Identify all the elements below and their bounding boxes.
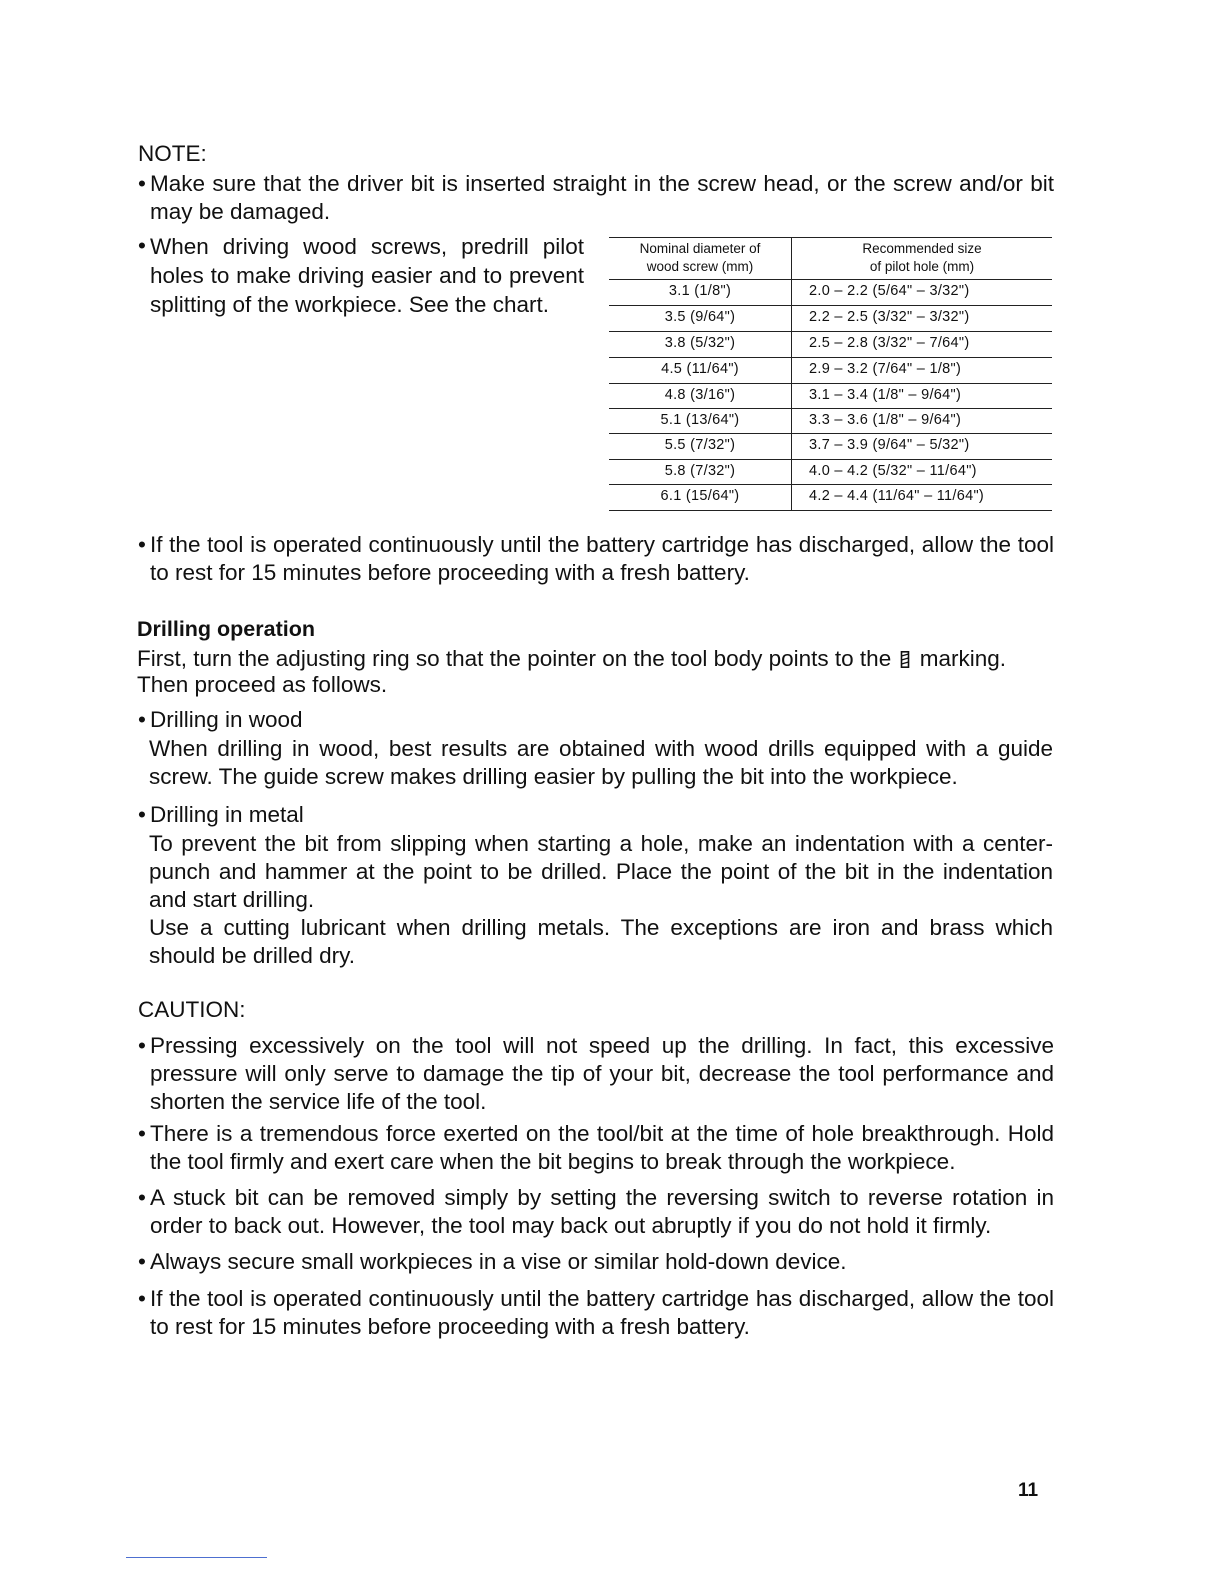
table-cell-screw: 5.1 (13/64") <box>660 412 740 428</box>
table-cell-hole: 4.2 – 4.4 (11/64" – 11/64") <box>809 488 985 504</box>
drilling-metal-text-1: To prevent the bit from slipping when starting a hole, make an indentation with a center-punch and hammer at the point to be drilled. Place the point of the bit in the indentation and start drilling. <box>149 831 1053 912</box>
table-header-line: of pilot hole (mm) <box>869 259 975 274</box>
drilling-wood-item <box>138 706 1054 734</box>
table-cell-screw: 4.8 (3/16") <box>664 387 736 403</box>
table-row <box>609 459 1052 486</box>
bullet-dot-icon: • <box>138 1249 146 1274</box>
table-row <box>609 331 1052 358</box>
table-row <box>609 357 1052 384</box>
table-cell-screw: 4.5 (11/64") <box>661 361 739 377</box>
table-row <box>609 484 1052 511</box>
table-cell-hole: 2.5 – 2.8 (3/32" – 7/64") <box>809 335 970 351</box>
page-number: 11 <box>1018 1480 1039 1501</box>
table-row <box>609 279 1052 306</box>
drilling-wood-text: When drilling in wood, best results are obtained with wood drills equipped with a guide screw. The guide screw makes drilling easier by pulling the bit into the workpiece. <box>149 736 1053 789</box>
table-row <box>609 408 1052 435</box>
table-header-line: wood screw (mm) <box>646 259 754 274</box>
table-cell-screw: 3.8 (5/32") <box>664 335 736 351</box>
caution-bullet-3 <box>138 1184 1054 1240</box>
table-cell-hole: 3.1 – 3.4 (1/8" – 9/64") <box>809 387 962 403</box>
table-cell-hole: 4.0 – 4.2 (5/32" – 11/64") <box>809 463 977 479</box>
table-cell-hole: 3.3 – 3.6 (1/8" – 9/64") <box>809 412 962 428</box>
caution-bullet-text: Always secure small workpieces in a vise or similar hold-down device. <box>150 1249 847 1274</box>
caution-bullet-4 <box>138 1248 1054 1276</box>
bullet-dot-icon: • <box>138 171 146 196</box>
caution-bullet-5 <box>138 1285 1054 1341</box>
bullet-dot-icon: • <box>138 802 146 827</box>
bullet-dot-icon: • <box>138 532 146 557</box>
drilling-intro-text-end: marking. <box>919 646 1007 671</box>
battery-note-text: If the tool is operated continuously until the battery cartridge has discharged, allow the tool to rest for 15 minutes before proceeding with a fresh battery. <box>150 532 1054 585</box>
table-cell-screw: 3.1 (1/8") <box>668 283 732 299</box>
caution-bullet-text: Pressing excessively on the tool will not speed up the drilling. In fact, this excessive pressure will only serve to damage the tip of your bit, decrease the tool performance and shorten the service life of the tool. <box>150 1033 1054 1114</box>
table-cell-hole: 2.2 – 2.5 (3/32" – 3/32") <box>809 309 970 325</box>
caution-bullet-text: There is a tremendous force exerted on the tool/bit at the time of hole breakthrough. Hold the tool firmly and exert care when the bit begins to break through the workpiece. <box>150 1121 1054 1174</box>
note-heading: NOTE: <box>138 141 207 166</box>
table-row <box>609 433 1052 460</box>
drill-bit-marking-icon <box>900 651 910 668</box>
section-heading-drilling: Drilling operation <box>137 617 315 641</box>
bullet-dot-icon: • <box>138 707 146 732</box>
table-cell-screw: 5.5 (7/32") <box>664 437 736 453</box>
bullet-dot-icon: • <box>138 233 146 258</box>
footer-rule <box>126 1557 267 1558</box>
table-cell-hole: 2.0 – 2.2 (5/64" – 3/32") <box>809 283 970 299</box>
bullet-dot-icon: • <box>138 1286 146 1311</box>
drilling-wood-title: Drilling in wood <box>150 707 303 732</box>
table-cell-screw: 5.8 (7/32") <box>664 463 736 479</box>
table-row <box>609 383 1052 410</box>
note-bullet-2 <box>138 232 584 319</box>
caution-bullet-2 <box>138 1120 1054 1176</box>
table-row <box>609 305 1052 332</box>
drilling-metal-title: Drilling in metal <box>150 802 304 827</box>
bullet-dot-icon: • <box>138 1185 146 1210</box>
table-header-hole <box>792 240 1052 278</box>
table-top-rule <box>609 237 1052 238</box>
caution-bullet-text: A stuck bit can be removed simply by setting the reversing switch to reverse rotation in order to back out. However, the tool may back out abruptly if you do not hold it firmly. <box>150 1185 1054 1238</box>
bullet-dot-icon: • <box>138 1121 146 1146</box>
drilling-metal-text-2: Use a cutting lubricant when drilling metals. The exceptions are iron and brass which should be drilled dry. <box>149 915 1053 968</box>
table-header-screw <box>609 240 791 278</box>
caution-bullet-text: If the tool is operated continuously until the battery cartridge has discharged, allow the tool to rest for 15 minutes before proceeding with a fresh battery. <box>150 1286 1054 1339</box>
note-bullet-text: Make sure that the driver bit is inserted straight in the screw head, or the screw and/or bit may be damaged. <box>150 171 1054 224</box>
drilling-intro-text: First, turn the adjusting ring so that the pointer on the tool body points to the <box>137 646 892 671</box>
drilling-intro-line2: Then proceed as follows. <box>137 672 388 697</box>
note-bullet-text: When driving wood screws, predrill pilot holes to make driving easier and to prevent splitting of the workpiece. See the chart. <box>150 234 584 317</box>
table-cell-hole: 3.7 – 3.9 (9/64" – 5/32") <box>809 437 970 453</box>
bullet-dot-icon: • <box>138 1033 146 1058</box>
note-bullet-1 <box>138 170 1054 226</box>
table-bottom-rule <box>609 510 1052 511</box>
table-header-line: Nominal diameter of <box>639 241 761 256</box>
table-cell-hole: 2.9 – 3.2 (7/64" – 1/8") <box>809 361 962 377</box>
table-header-line: Recommended size <box>862 241 982 256</box>
drilling-intro-line1 <box>137 645 1057 673</box>
battery-note <box>138 531 1054 587</box>
table-cell-screw: 3.5 (9/64") <box>664 309 736 325</box>
drilling-metal-item <box>138 801 1054 829</box>
table-cell-screw: 6.1 (15/64") <box>660 488 740 504</box>
caution-bullet-1 <box>138 1032 1054 1116</box>
caution-heading: CAUTION: <box>138 997 246 1022</box>
